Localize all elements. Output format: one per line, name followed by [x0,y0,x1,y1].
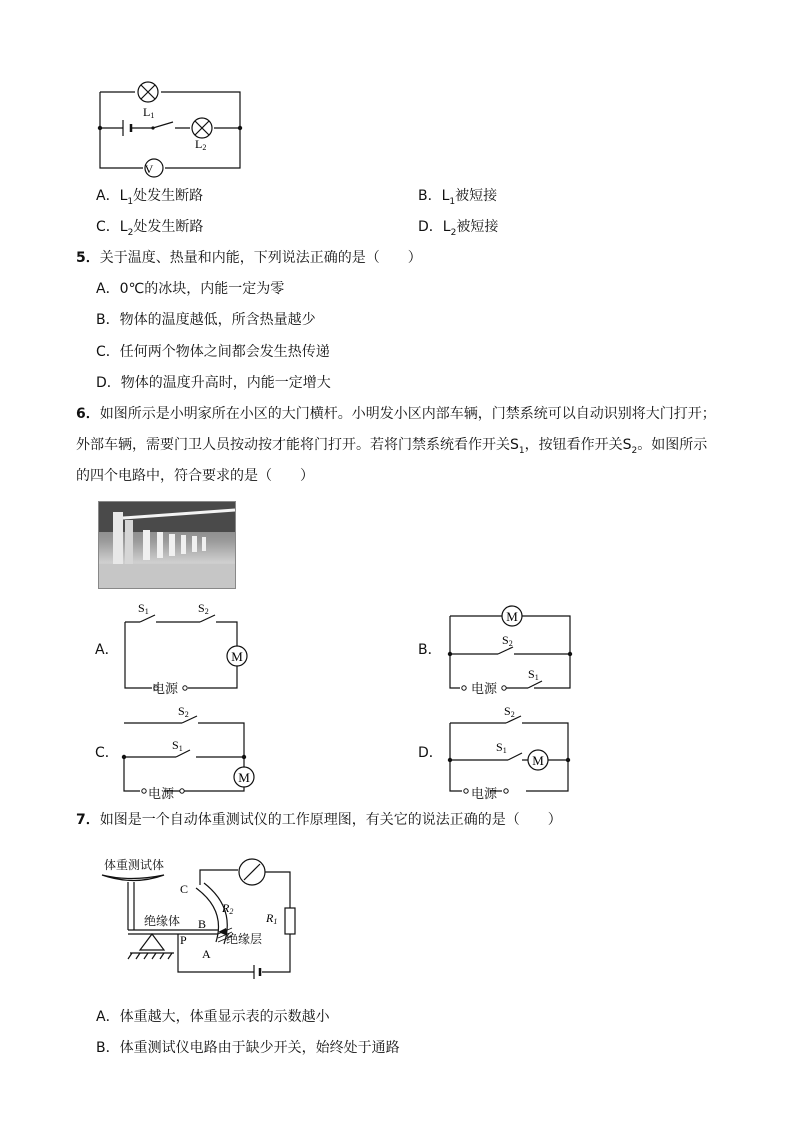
svg-text:S1: S1 [138,601,149,616]
terminal-a: A [202,947,211,961]
svg-text:S1: S1 [172,738,183,753]
svg-text:S1: S1 [528,667,539,682]
q7-option-a[interactable]: A．体重越大，体重显示表的示数越小 [96,1009,330,1025]
q6-label-c[interactable]: C． [95,745,119,761]
q7-option-b[interactable]: B．体重测试仪电路由于缺少开关，始终处于通路 [96,1040,400,1056]
r2-label: R2 [222,901,234,916]
q7-stem: 7．如图是一个自动体重测试仪的工作原理图，有关它的说法正确的是（ ） [76,812,562,828]
q6-circuit-d [446,703,576,795]
source-c: 电源 [148,787,175,802]
q6-stem-line3: 的四个电路中，符合要求的是（ ） [76,468,314,484]
q4-circuit-diagram [95,80,255,180]
motor-b: M [506,609,518,624]
svg-text:S1: S1 [496,740,507,755]
svg-text:S2: S2 [198,601,209,616]
voltmeter-label: V [144,162,154,176]
svg-text:S2: S2 [502,633,513,648]
q6-stem-line1: 6．如图所示是小明家所在小区的大门横杆。小明发小区内部车辆，门禁系统可以自动识别将大门打开； [76,406,716,422]
q6-stem-line2: 外部车辆，需要门卫人员按动按才能将门打开。若将门禁系统看作开关$S_1$，按钮看作开关$S_2$。如图所示 [76,437,708,456]
svg-text:S2: S2 [178,704,189,719]
l1-label: L1 [143,105,155,120]
q6-label-b[interactable]: B． [418,642,442,658]
q5-option-d[interactable]: D．物体的温度升高时，内能一定增大 [96,375,331,391]
q5-option-b[interactable]: B．物体的温度越低，所含热量越少 [96,312,316,328]
gate-barrier-photo [98,501,236,589]
q6-label-a[interactable]: A． [95,642,119,658]
q4-option-b[interactable]: B．$L_1$被短接 [418,188,498,207]
q5-option-c[interactable]: C．任何两个物体之间都会发生热传递 [96,344,330,360]
motor-d: M [532,753,544,768]
r1-label: R1 [266,911,278,926]
l2-label: L2 [195,137,207,152]
source-d: 电源 [471,787,498,802]
q6-circuit-b [446,604,576,694]
insulating-layer-label: 绝缘层 [226,932,263,946]
motor-a: M [231,649,243,664]
q5-stem: 5．关于温度、热量和内能，下列说法正确的是（ ） [76,250,422,266]
q4-option-c[interactable]: C．$L_2$处发生断路 [96,219,204,238]
motor-c: M [238,770,250,785]
q5-option-a[interactable]: A．0℃的冰块，内能一定为零 [96,281,285,297]
terminal-b: B [198,917,207,931]
svg-text:S2: S2 [504,704,515,719]
source-a: 电源 [152,682,179,697]
q6-label-d[interactable]: D． [418,745,443,761]
q4-option-a[interactable]: A．$L_1$处发生断路 [96,188,204,207]
source-b: 电源 [471,682,498,697]
terminal-c: C [180,882,189,896]
platform-label: 体重测试体 [104,858,165,872]
q6-circuit-a [122,600,252,695]
insulator-label: 绝缘体 [144,914,181,928]
slider-p: P [180,933,187,947]
q4-option-d[interactable]: D．$L_2$被短接 [418,219,499,238]
q6-circuit-c [120,703,260,795]
